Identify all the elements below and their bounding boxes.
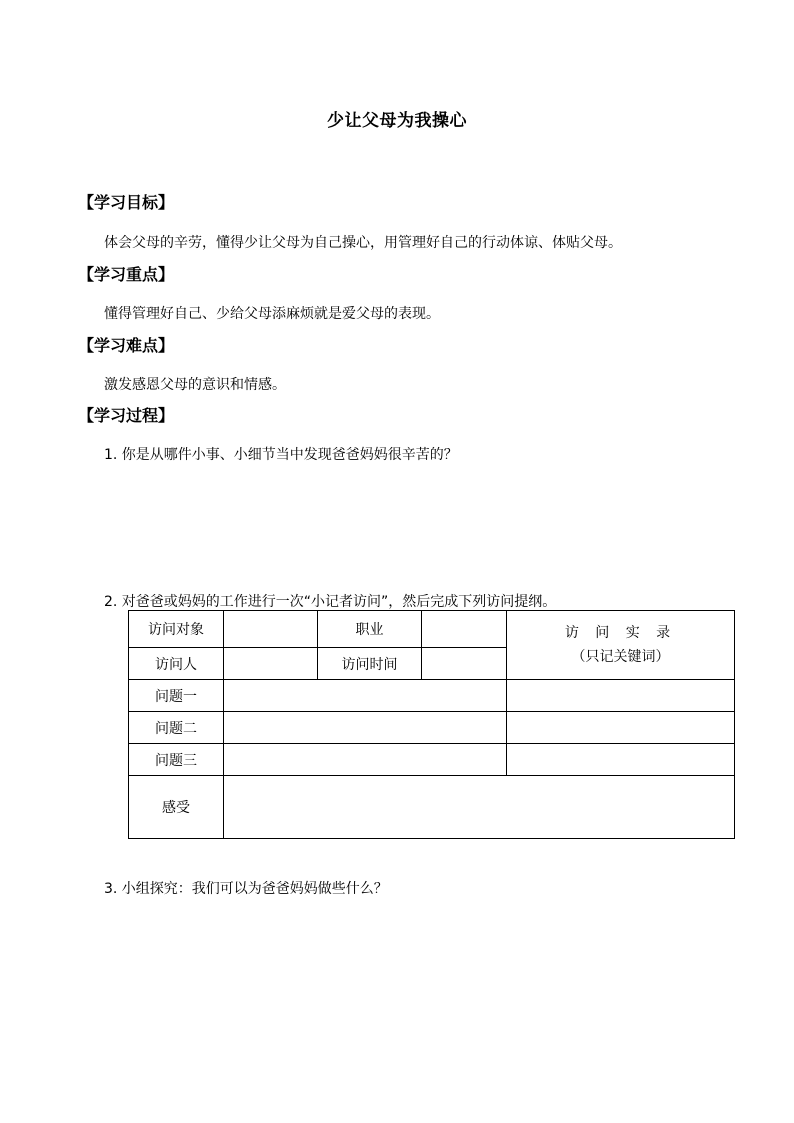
heading-learning-goal: 【学习目标】	[78, 193, 175, 212]
table-row	[129, 611, 735, 648]
page-title: 少让父母为我操心	[327, 111, 467, 131]
interviewer-label: 访问人	[129, 648, 224, 680]
heading-difficulty: 【学习难点】	[78, 336, 175, 355]
time-label: 访问时间	[318, 648, 422, 680]
table-row	[129, 712, 735, 744]
occupation-cell[interactable]	[422, 611, 507, 648]
question-one-label: 问题一	[129, 680, 224, 712]
learning-goal-text: 体会父母的辛劳，懂得少让父母为自己操心，用管理好自己的行动体谅、体贴父母。	[104, 235, 622, 251]
interviewee-cell[interactable]	[224, 611, 318, 648]
table-row	[129, 776, 735, 839]
time-cell[interactable]	[422, 648, 507, 680]
record-header	[507, 611, 735, 680]
record-title: 访 问 实 录	[564, 625, 677, 641]
question-three-label: 问题三	[129, 744, 224, 776]
question-two-cell[interactable]	[224, 712, 507, 744]
feeling-label: 感受	[129, 776, 224, 839]
question-3: 3. 小组探究：我们可以为爸爸妈妈做些什么？	[104, 881, 388, 897]
question-three-cell[interactable]	[224, 744, 507, 776]
heading-key-point: 【学习重点】	[78, 265, 175, 284]
question-2: 2. 对爸爸或妈妈的工作进行一次“小记者访问”，然后完成下列访问提纲。	[104, 594, 557, 610]
heading-process: 【学习过程】	[78, 406, 175, 425]
difficulty-text: 激发感恩父母的意识和情感。	[104, 377, 286, 393]
table-row	[129, 744, 735, 776]
question-one-cell[interactable]	[224, 680, 507, 712]
question-three-record-cell[interactable]	[507, 744, 735, 776]
occupation-label: 职业	[318, 611, 422, 648]
question-one-record-cell[interactable]	[507, 680, 735, 712]
feeling-cell[interactable]	[224, 776, 735, 839]
question-1: 1. 你是从哪件小事、小细节当中发现爸爸妈妈很辛苦的？	[104, 447, 458, 463]
record-subtitle: （只记关键词）	[571, 649, 670, 665]
key-point-text: 懂得管理好自己、少给父母添麻烦就是爱父母的表现。	[104, 306, 440, 322]
table-row	[129, 680, 735, 712]
interview-table	[128, 610, 735, 839]
question-two-record-cell[interactable]	[507, 712, 735, 744]
interviewee-label: 访问对象	[129, 611, 224, 648]
interviewer-cell[interactable]	[224, 648, 318, 680]
question-two-label: 问题二	[129, 712, 224, 744]
